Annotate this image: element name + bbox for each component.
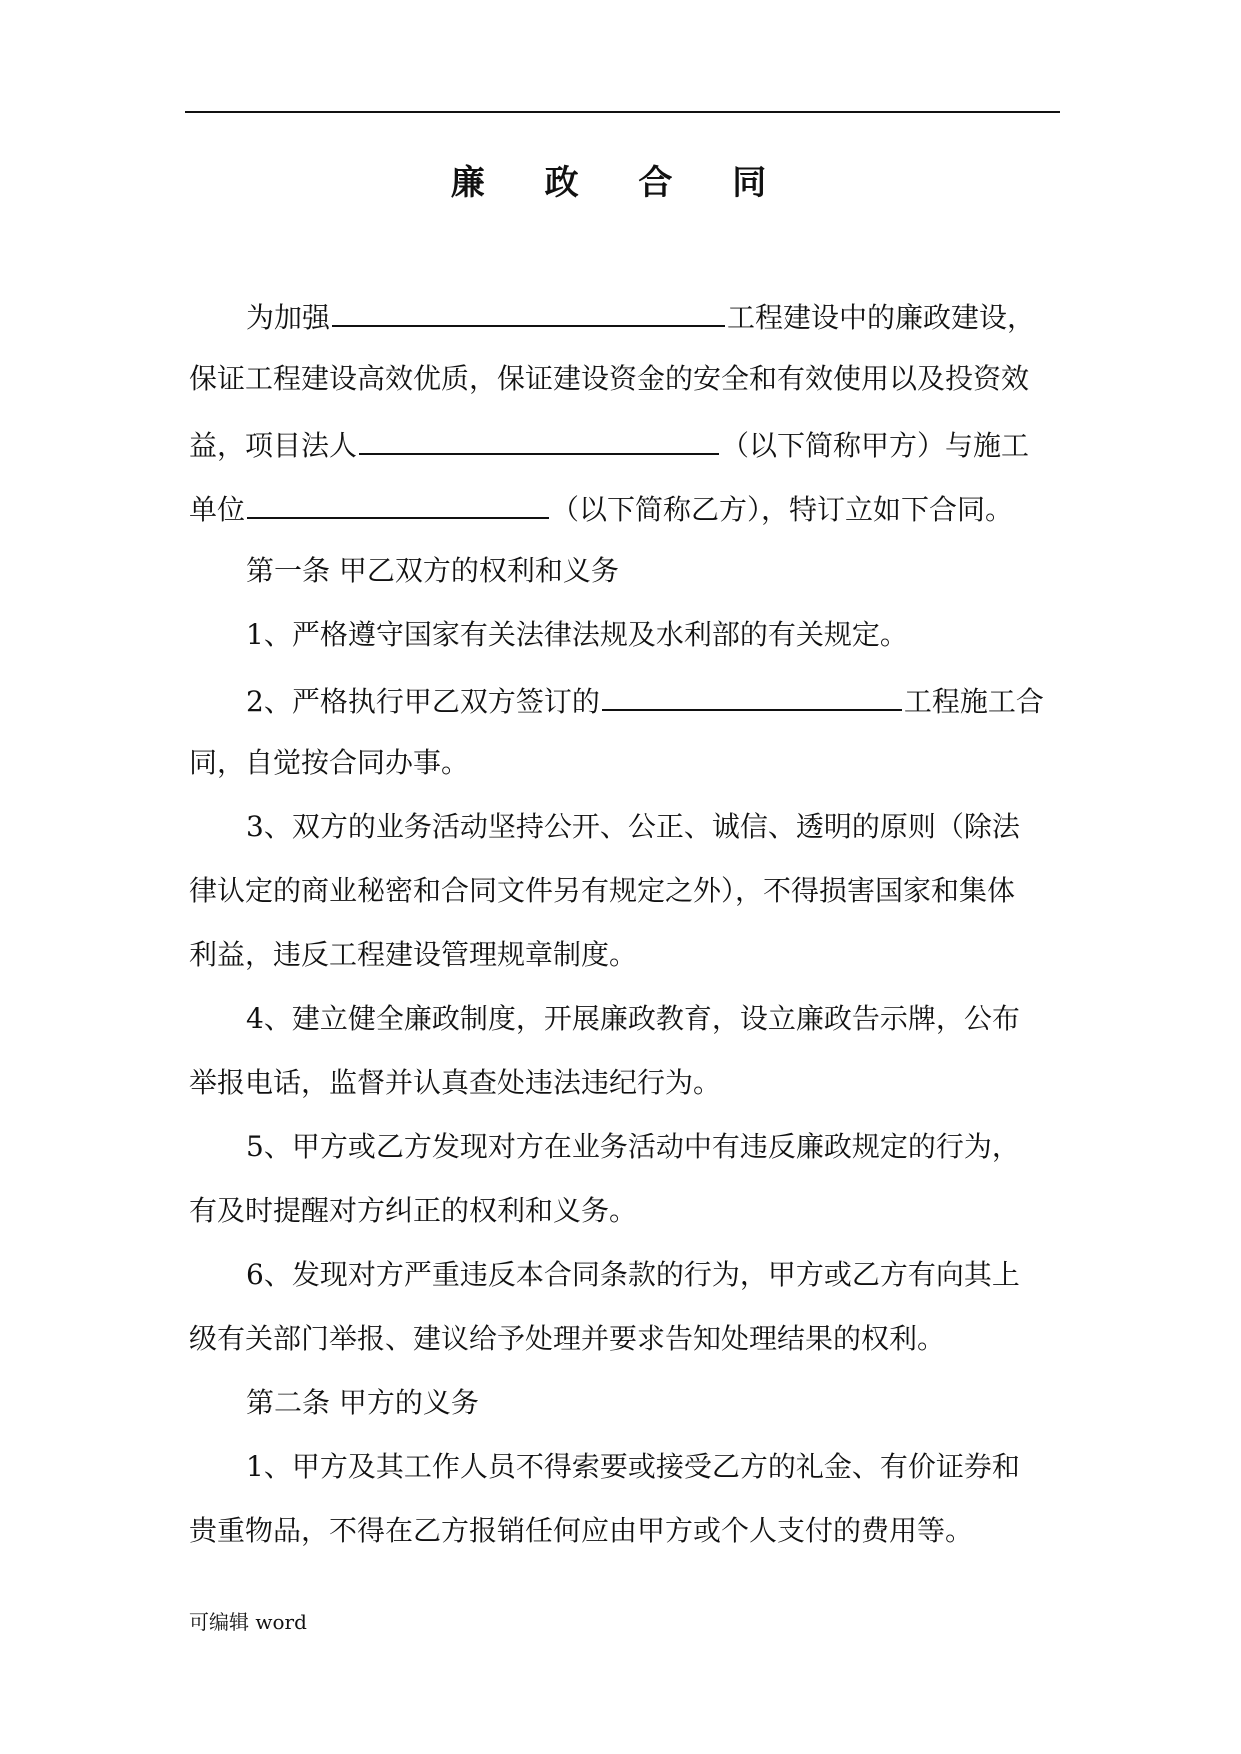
article1-clause3-line1: 3、双方的业务活动坚持公开、公正、诚信、透明的原则（除法 xyxy=(246,810,1020,843)
intro-l4-suffix: （以下简称乙方），特订立如下合同。 xyxy=(551,493,1014,526)
article1-clause2-line2: 同，自觉按合同办事。 xyxy=(189,746,470,779)
intro-l1-prefix: 为加强 xyxy=(246,301,331,334)
intro-line-4 xyxy=(189,487,1013,530)
article1-clause1: 1、严格遵守国家有关法律法规及水利部的有关规定。 xyxy=(246,618,908,651)
article2-heading: 第二条 甲方的义务 xyxy=(246,1386,479,1419)
intro-l3-suffix: （以下简称甲方）与施工 xyxy=(721,429,1030,462)
document-title: 廉 政 合 同 xyxy=(450,163,791,203)
article2-clause1-line1: 1、甲方及其工作人员不得索要或接受乙方的礼金、有价证券和 xyxy=(246,1450,1020,1483)
intro-line-2: 保证工程建设高效优质，保证建设资金的安全和有效使用以及投资效 xyxy=(189,362,1030,395)
page-footer: 可编辑 word xyxy=(189,1610,307,1634)
article2-clause1-line2: 贵重物品，不得在乙方报销任何应由甲方或个人支付的费用等。 xyxy=(189,1514,974,1547)
article1-clause4-line2: 举报电话，监督并认真查处违法违纪行为。 xyxy=(189,1066,722,1099)
article1-c2-suffix: 工程施工合 xyxy=(903,685,1044,718)
project-legal-person-blank[interactable] xyxy=(359,423,719,455)
header-rule xyxy=(185,111,1060,113)
article1-clause3-line2: 律认定的商业秘密和合同文件另有规定之外），不得损害国家和集体 xyxy=(189,874,1016,907)
article1-c2-prefix: 2、严格执行甲乙双方签订的 xyxy=(246,685,600,718)
article1-clause4-line1: 4、建立健全廉政制度，开展廉政教育，设立廉政告示牌，公布 xyxy=(246,1002,1020,1035)
article1-clause3-line3: 利益，违反工程建设管理规章制度。 xyxy=(189,938,638,971)
intro-line-1 xyxy=(246,295,1035,338)
article1-clause5-line1: 5、甲方或乙方发现对方在业务活动中有违反廉政规定的行为， xyxy=(246,1130,1020,1163)
project-name-blank[interactable] xyxy=(332,295,725,327)
article1-clause6-line1: 6、发现对方严重违反本合同条款的行为，甲方或乙方有向其上 xyxy=(246,1258,1020,1291)
intro-line-3 xyxy=(189,423,1029,466)
article1-clause2-line1 xyxy=(246,679,1044,722)
construction-unit-blank[interactable] xyxy=(247,487,549,519)
intro-l4-prefix: 单位 xyxy=(189,493,246,526)
article1-heading: 第一条 甲乙双方的权利和义务 xyxy=(246,554,619,587)
intro-l1-suffix: 工程建设中的廉政建设， xyxy=(727,301,1036,334)
intro-l3-prefix: 益，项目法人 xyxy=(189,429,358,462)
article1-clause5-line2: 有及时提醒对方纠正的权利和义务。 xyxy=(189,1194,638,1227)
article1-clause6-line2: 级有关部门举报、建议给予处理并要求告知处理结果的权利。 xyxy=(189,1322,946,1355)
contract-name-blank[interactable] xyxy=(602,679,902,711)
